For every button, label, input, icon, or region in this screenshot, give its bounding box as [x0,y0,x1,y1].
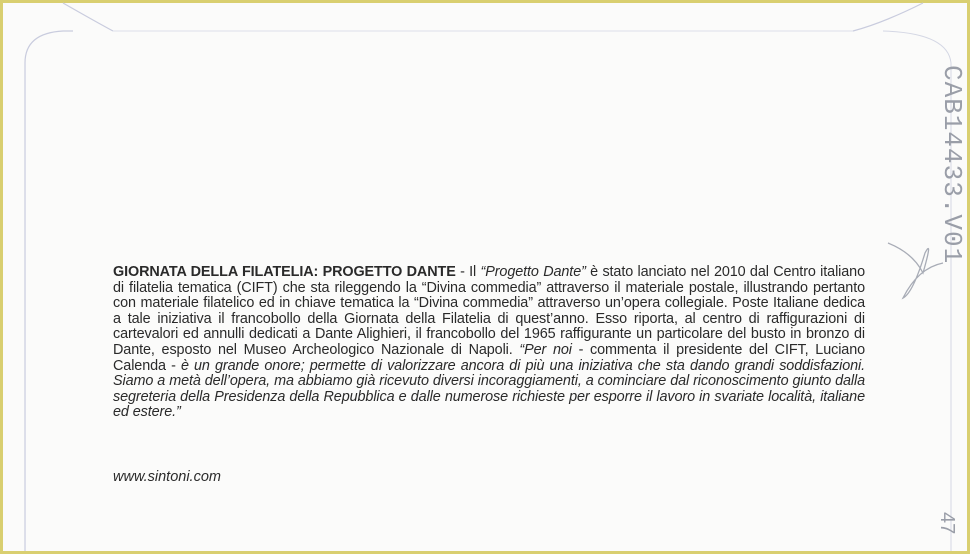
article-segment: Il [469,264,481,280]
handwritten-catalog-note [883,63,967,343]
article-segment: - commenta il presidente del CIFT, Luciano Calenda - [113,341,865,374]
corner-note-text: 47 [936,512,958,535]
corner-pencil-note [933,508,968,553]
article-heading: GIORNATA DELLA FILATELIA: PROGETTO DANTE [113,264,456,280]
pencil-scribble [888,243,943,298]
article-segment: è stato lanciato nel 2010 dal Centro italiano di filatelia tematica (CIFT) che sta rileggendo la “Divina commedia” attraverso il materiale postale, illustrando pertanto con materiale filatelico ed in chiave tematica la “Divina commedia” attraverso un’opera collegiale. Poste Italiane dedica a tale iniziativa il francobollo della Giornata della Filatelia di quest’anno. Esso riporta, al centro di raffigurazioni di cartevalori ed annulli dedicati a Dante Alighieri, il francobollo del 1965 raffigurante un particolare del busto in bronzo di Dante, esposto nel Museo Archeologico Nazionale di Napoli. [113,264,865,358]
article-segment: “Per noi [519,341,572,358]
article-segment: è un grande onore; permette di valorizzare ancora di più una iniziativa che sta dando grandi soddisfazioni. Siamo a metà dell’opera, ma abbiamo già ricevuto diversi incoraggiamenti, a cominciare dal riconoscimento giunto dalla segreteria della Presidenza della Repubblica e dalle numerose richieste per esporre il lavoro in svariate località, italiane ed estere.” [113,357,865,421]
heading-dash: - [455,264,470,280]
article-segment: “Progetto Dante” [480,264,586,280]
website-url: www.sintoni.com [113,469,221,485]
article-text [113,265,865,421]
handwritten-catalog-text: CAB14433.V01 [937,65,967,265]
